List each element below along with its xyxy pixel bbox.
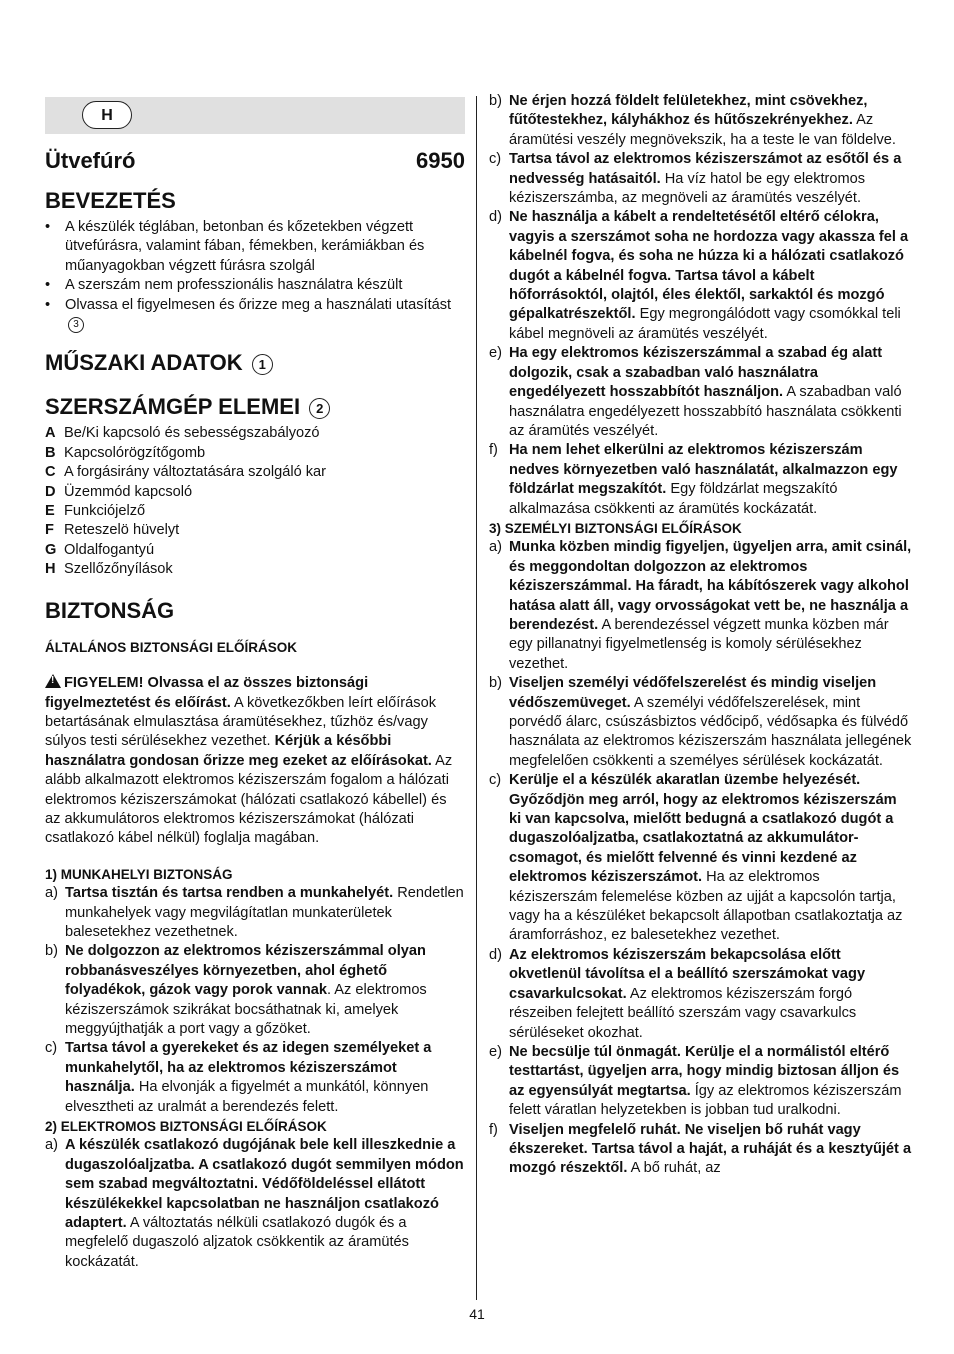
list-item: d) Az elektromos kéziszerszám bekapcsolása előtt okvetlenül távolítsa el a beállító szerszámokat vagy csavarkulcsokat. Az elektromos kéziszerszám forgó részeiben felejtett beállító szerszám vagy csavarkulcs sérüléseket okozhat. — [489, 946, 866, 1041]
language-badge: H — [82, 101, 132, 129]
list-item: G Oldalfogantyú — [45, 541, 155, 558]
list-item: C A forgásirány változtatására szolgáló kar — [45, 464, 327, 481]
page-number: 41 — [469, 1306, 485, 1322]
list-item: e) Ne becsülje túl önmagát. Kerülje el a normálistól eltérő testtartást, ügyeljen arra, hogy mindig biztosan álljon és az egyensúlyát megtartsa. Így az elektromos kéziszerszám felett váratlan helyzetekben is jobban tud uralkodni. — [489, 1043, 902, 1119]
intro-heading: BEVEZETÉS — [45, 188, 176, 213]
list-item: F Reteszelö hüvelyt — [45, 522, 180, 539]
list-item: b) Ne érjen hozzá földelt felületekhez, mint csövekhez, fűtőtestekhez, kályhákhoz és hűtőszekrényekhez. Az áramütési veszély megnövekszik, ha a teste le van földelve. — [489, 93, 896, 148]
general-safety-heading: ÁLTALÁNOS BIZTONSÁGI ELŐÍRÁSOK — [45, 639, 297, 655]
list-item: e) Ha egy elektromos kéziszerszámmal a szabad ég alatt dolgozik, csak a szabadban való használatra engedélyezett hosszabbítót használjon. A szabadban való használatra engedélyezett hosszabbító használata csökkenti az áramütés veszélyét. — [489, 345, 902, 439]
list-item: H Szellőzőnyílások — [45, 561, 173, 578]
list-item: E Funkciójelző — [45, 503, 146, 520]
section-heading: 1) MUNKAHELYI BIZTONSÁG — [45, 866, 233, 882]
list-item: f) Viseljen megfelelő ruhát. Ne viseljen bő ruhát vagy ékszereket. Tartsa távol a haját, a ruháját és a kesztyűjét a mozgó részektől. A bő ruhát, az — [489, 1121, 912, 1177]
list-item: a) A készülék csatlakozó dugójának bele kell illeszkednie a dugaszolóaljzatba. A csatlakozó dugót semmilyen módon sem szabad megváltoztatni. Védőföldeléssel ellátott készülékekkel kapcsolatban ne használjon csatlakozó adaptert. A változtatás nélküli csatlakozó dugók és a megfelelő dugaszoló aljzatok csökkentik az áramütés kockázatát. — [45, 1137, 464, 1270]
list-item: b) Viseljen személyi védőfelszerelést és mindig viseljen védőszemüveget. A személyi védőfelszerelések, mint porvédő álarc, csúszásbiztos védőcipő, védősapka és fülvédő használata az elektromos kéziszerszám használata jellegének megfelelően csökkenti a személyes sérülések kockázatát. — [489, 675, 912, 769]
list-item: b) Ne dolgozzon az elektromos kéziszerszámmal olyan robbanásveszélyes környezetben, ahol éghető folyadékok, gázok vagy porok vannak. Az elektromos kéziszerszámok szikrákat bocsáthatnak ki, amelyek meggyújthatják a port vagy a gőzöket. — [45, 943, 427, 1037]
column-divider — [476, 96, 477, 1300]
list-item: • A szerszám nem professzionális használatra készült — [45, 276, 465, 295]
product-model: 6950 — [416, 148, 465, 173]
language-bar — [45, 97, 465, 134]
section-heading: 2) ELEKTROMOS BIZTONSÁGI ELŐÍRÁSOK — [45, 1119, 327, 1135]
list-item: • A készülék téglában, betonban és kőzetekben végzett ütvefúrásra, valamint fában, fémekben, kerámiákban és műanyagokban végzett fúrásra szolgál — [45, 218, 465, 276]
intro-list — [45, 218, 465, 334]
product-title-row — [45, 148, 465, 174]
figure-ref: 3 — [68, 317, 84, 333]
list-item: f) Ha nem lehet elkerülni az elektromos kéziszerszám nedves környezetben való használatát, alkalmazzon egy földzárlat megszakítót. Egy földzárlat megszakító alkalmazása csökkenti az áramütés kockázatát. — [489, 442, 898, 517]
list-item: a) Munka közben mindig figyeljen, ügyeljen arra, amit csinál, és meggondoltan dolgozzon az elektromos kéziszerszámmal. Ha fáradt, ha kábítószerek vagy alkohol hatása alatt áll, vagy orvosságokat vett be, ne használja a berendezést. A berendezéssel végzett munka közben már egy pillanatnyi figyelmetlenség is komoly sérülésekhez vezethet. — [489, 539, 912, 672]
left-column — [45, 92, 465, 1272]
right-column — [489, 92, 912, 1179]
product-name: Ütvefúró — [45, 148, 136, 173]
list-item: c) Kerülje el a készülék akaratlan üzembe helyezését. Győződjön meg arról, hogy az elektromos kéziszerszám ki van kapcsolva, mielőtt bedugná a csatlakozó dugót a dugaszolóaljzatba, csatlakoztatná az akkumulátor-csomagot, és mielőtt felvenné és vinni kezdené az elektromos kéziszerszámot. Ha az elektromos kéziszerszám felemelése közben az ujját a kapcsolón tartja, vagy ha a készüléket bekapcsolt állapotban csatlakoztatja az áramforráshoz, ez balesetekhez vezethet. — [489, 772, 903, 944]
figure-ref: 2 — [309, 398, 330, 419]
warning-icon — [45, 674, 61, 688]
list-item: D Üzemmód kapcsoló — [45, 483, 193, 500]
list-item: B Kapcsolórögzítőgomb — [45, 444, 206, 461]
list-item: c) Tartsa távol az elektromos kéziszerszámot az esőtől és a nedvesség hatásaitól. Ha víz hatol be egy elektromos kéziszerszámba, az megnöveli az áramütés veszélyét. — [489, 151, 902, 207]
figure-ref: 1 — [252, 354, 273, 375]
list-item: d) Ne használja a kábelt a rendeltetésétől eltérő célokra, vagyis a szerszámot soha ne hordozza vagy akassza fel a kábelnél fogva, és soha ne húzza ki a hálózati csatlakozó dugót a kábelnél fogva. Tartsa távol a kábelt hőforrásoktól, olajtól, éles élektől, sarkaktól és mozgó gépalkatrészektől. Egy megrongálódott vagy csomókkal teli kábel megnöveli az áramütés veszélyét. — [489, 209, 909, 342]
parts-heading: SZERSZÁMGÉP ELEMEI 2 — [45, 394, 465, 420]
list-item: A Be/Ki kapcsoló és sebességszabályozó — [45, 425, 320, 442]
tech-heading: MŰSZAKI ADATOK 1 — [45, 350, 465, 376]
section-heading: 3) SZEMÉLYI BIZTONSÁGI ELŐÍRÁSOK — [489, 520, 742, 536]
parts-list — [45, 424, 465, 579]
list-item: • Olvassa el figyelmesen és őrizze meg a használati utasítást3 — [45, 296, 465, 335]
workplace-safety-section — [45, 865, 465, 1273]
list-item: c) Tartsa távol a gyerekeket és az idegen személyeket a munkahelytől, ha az elektromos kéziszerszámot használja. Ha elvonják a figyelmét a munkától, könnyen elvesztheti az uralmát a berendezés felett. — [45, 1040, 432, 1115]
list-item: a) Tartsa tisztán és tartsa rendben a munkahelyét. Rendetlen munkahelyek vagy megvilágítatlan munkaterületek balesetekhez vezethetnek. — [45, 885, 464, 940]
warning-paragraph: !FIGYELEM! Olvassa el az összes biztonsági figyelmeztetést és előírást. A következőkben leírt előírások betartásának elmulasztása áramütésekhez, tűzhöz és/vagy súlyos testi sérülésekhez vezethet. Kérjük a későbbi használatra gondosan őrizze meg ezeket az előírásokat. Az alább alkalmazott elektromos kéziszerszám fogalom a hálózati elektromos kéziszerszámokat (hálózati csatlakozó kábellel) és az akkumulátoros elektromos kéziszerszámokat (hálózati csatlakozó kábel nélkül) foglalja magában. — [45, 674, 465, 849]
safety-heading: BIZTONSÁG — [45, 597, 175, 623]
